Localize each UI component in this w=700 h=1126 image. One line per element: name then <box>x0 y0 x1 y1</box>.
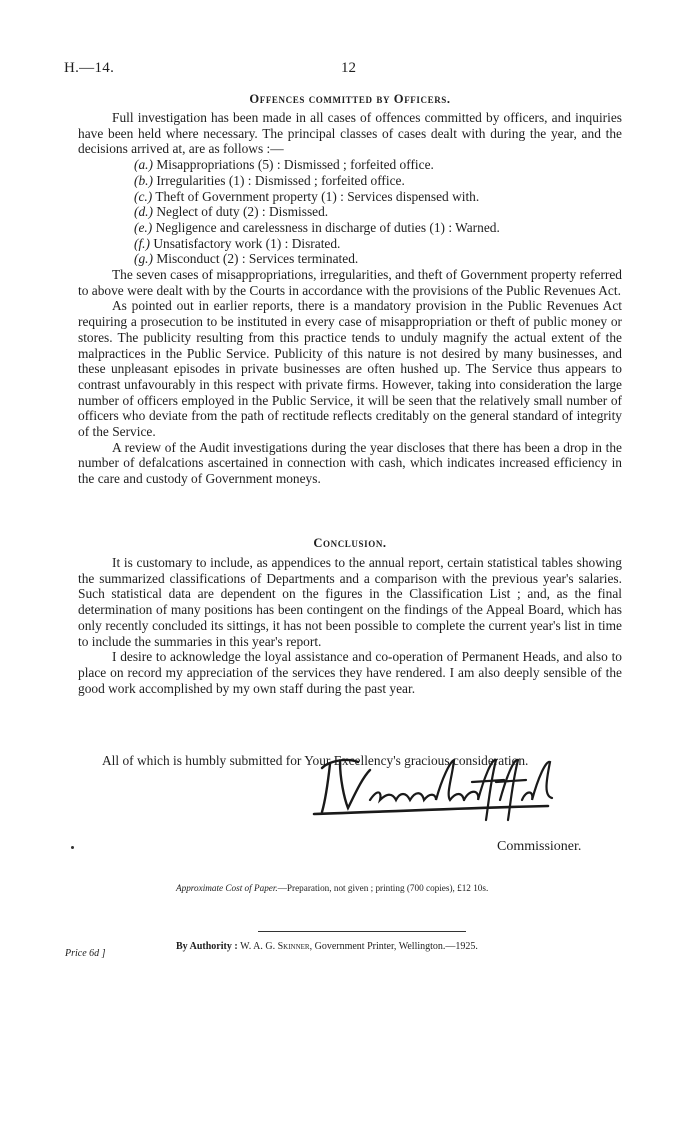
handwritten-signature <box>300 748 570 828</box>
case-letter: (c.) <box>134 188 153 204</box>
case-text: Neglect of duty (2) : Dismissed. <box>156 204 329 220</box>
section-heading-conclusion: Conclusion. <box>313 536 387 550</box>
case-letter: (a.) <box>134 157 153 173</box>
case-letter: (f.) <box>134 235 150 251</box>
courts-paragraph: The seven cases of misappropriations, irregularities, and theft of Government property referred to above were dealt with by the Courts in accordance with the provisions of the Public Revenues Act. <box>78 267 622 298</box>
case-item-g <box>78 251 622 267</box>
offences-section <box>78 110 622 487</box>
document-reference: H.—14. <box>64 60 115 76</box>
case-item-d <box>78 204 622 220</box>
authority-lead: By Authority : <box>176 941 238 952</box>
case-item-a <box>78 157 622 173</box>
case-text: Unsatisfactory work (1) : Disrated. <box>153 235 341 251</box>
case-item-e <box>78 220 622 236</box>
case-text: Misappropriations (5) : Dismissed ; forfeited office. <box>156 157 434 173</box>
footer-divider <box>258 931 466 932</box>
authority-line <box>176 941 478 952</box>
case-letter: (e.) <box>134 219 153 235</box>
cost-label: Approximate Cost of Paper. <box>176 883 278 893</box>
offences-intro-paragraph: Full investigation has been made in all cases of offences committed by officers, and inquiries have been held where necessary. The principal classes of cases dealt with during the year, and the decisions arrived at, are as follows :— <box>78 110 622 157</box>
case-text: Irregularities (1) : Dismissed ; forfeited office. <box>156 172 405 188</box>
case-letter: (g.) <box>134 251 153 267</box>
case-letter: (d.) <box>134 204 153 220</box>
stray-mark <box>71 846 74 849</box>
case-item-c <box>78 189 622 205</box>
price-note: Price 6d ] <box>65 948 106 959</box>
offence-case-list <box>78 157 622 267</box>
publicity-paragraph: As pointed out in earlier reports, there is a mandatory provision in the Public Revenues Act requiring a prosecution to be instituted in every case of misappropriation or theft of public money or stores. The publicity resulting from this practice tends to unduly magnify the actual extent of the malpractices in the Public Service. Publicity of this nature is not desired by many businesses, and these unpleasant episodes in private businesses are often hushed up. The Service thus appears to contrast unfavourably in this respect with private firms. However, taking into consideration the large number of officers employed in the Public Service, it will be seen that the relatively small number of officers who deviate from the path of rectitude reflects creditably on the general standard of integrity of the Service. <box>78 298 622 440</box>
submission-line: All of which is humbly submitted for Your Excellency's gracious consideration. <box>102 753 529 769</box>
case-text: Misconduct (2) : Services terminated. <box>156 251 359 267</box>
acknowledgement-paragraph: I desire to acknowledge the loyal assistance and co-operation of Permanent Heads, and also to place on record my appreciation of the services they have rendered. I am also deeply sensible of the good work accomplished by my own staff during the past year. <box>78 649 622 696</box>
printer-name: W. A. G. Skinner, <box>240 941 313 952</box>
case-item-f <box>78 236 622 252</box>
case-text: Theft of Government property (1) : Services dispensed with. <box>155 188 480 204</box>
conclusion-section <box>78 555 622 696</box>
case-text: Negligence and carelessness in discharge of duties (1) : Warned. <box>155 219 500 235</box>
cost-detail: —Preparation, not given ; printing (700 copies), £12 10s. <box>277 883 489 893</box>
case-item-b <box>78 173 622 189</box>
cost-of-paper-note <box>176 883 488 893</box>
section-heading-offences: Offences committed by Officers. <box>249 92 451 106</box>
statistics-paragraph: It is customary to include, as appendices to the annual report, certain statistical tables showing the summarized classifications of Departments and a comparison with the previous year's salaries. Such statistical data are dependent on the figures in the Classification List ; and, as the final determination of many positions has been contingent on the findings of the Appeal Board, which has only recently concluded its sittings, it has not been possible to complete the current year's list in time to include the summaries in this year's report. <box>78 555 622 649</box>
page-number: 12 <box>341 60 356 76</box>
printer-details: Government Printer, Wellington.—1925. <box>314 941 478 952</box>
case-letter: (b.) <box>134 172 153 188</box>
audit-paragraph: A review of the Audit investigations during the year discloses that there has been a drop in the number of defalcations ascertained in connection with cash, which indicates increased efficiency in the care and custody of Government moneys. <box>78 439 622 487</box>
signatory-title: Commissioner. <box>497 839 582 854</box>
